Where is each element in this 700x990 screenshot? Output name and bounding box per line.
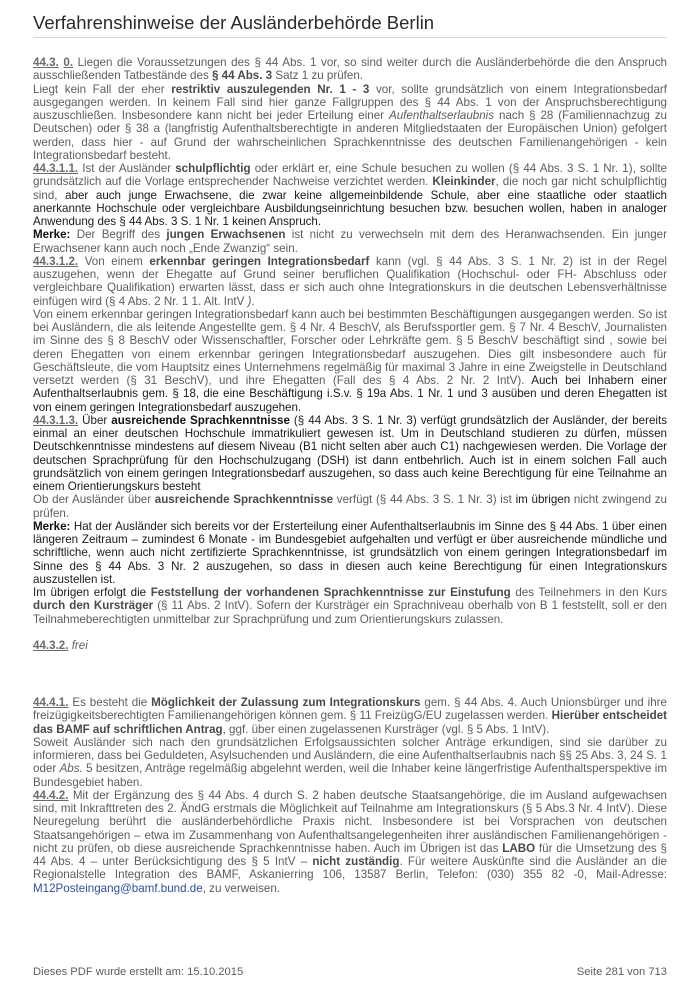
text: Mit der Ergänzung des § 44 Abs. 4 durch S. 2 haben deutsche Staatsangehörige, die im Ausland aufgewachsen sind, mit Inkrafttreten des 2. ÄndG erstmals die Möglichkeit auf Teilnahme am Integrationskurs (§ 5 Abs.3 Nr. 4 IntV). Diese Neuregelung berührt die ausländerbehördliche Praxis nicht. Insbesondere ist bei Vorsprachen von deutschen Staatsangehörigen – etwa im Zusammenhang von Aufenthaltsangelegenheiten ihrer ausländischen Familienangehörigen - nicht zu prüfen, ob diese ausreichende Sprachkenntnisse haben. Auch im Übrigen ist das <box>33 788 667 855</box>
text: nicht zwingend zu prüfen. <box>33 493 667 520</box>
section-number: 44.4.2. <box>33 788 69 802</box>
text: für die Umsetzung des § 44 Abs. 4 – unter Berücksichtigung des § 5 IntV – <box>33 841 667 868</box>
paragraph-sprachkenntnisse <box>33 493 667 520</box>
emphasis-text: im übrigen <box>515 493 571 507</box>
emphasis-text: Über <box>78 413 112 427</box>
text: vor, sollte grundsätzlich von einem Integrationsbedarf ausgegangen werden. In keinem Fall sind hier ganze Fallgruppen des § 44 Abs. 1 von der Anspruchsberechtigung auszuschließen. Insbesondere kann nicht bei jeder Erteilung einer <box>33 82 667 122</box>
paragraph-merke-1 <box>33 228 667 255</box>
paragraph-44-3-2 <box>33 639 667 652</box>
created-date: Dieses PDF wurde erstellt am: 15.10.2015 <box>33 966 244 978</box>
merke-label: Merke: <box>33 228 71 242</box>
text: . <box>251 294 255 308</box>
text: , die noch gar nicht schulpflichtig sind, <box>33 175 668 202</box>
section-number: 44.4.1. <box>33 696 69 709</box>
bold-text: Feststellung der vorhandenen Sprachkenntnisse zur Einstufung <box>150 586 511 599</box>
section-number: 44.3.1.2. <box>33 254 79 268</box>
section-number: 44.3.1.1. <box>33 162 79 175</box>
italic-text: ) <box>247 294 252 308</box>
text: Von einem <box>78 254 150 268</box>
bold-text: § 44 Abs. 3 <box>211 69 273 83</box>
page-header <box>33 10 667 38</box>
page-footer <box>33 966 667 978</box>
section-subnumber: 0. <box>63 56 74 69</box>
text: gem. § 44 Abs. 4. Auch Unionsbürger und ihre freizügigkeitsberechtigten Familienangehörigen können gem. § 11 FreizügG/EU zugelassen werden. <box>33 696 667 723</box>
page-number: Seite 281 von 713 <box>576 966 667 978</box>
text: (§ 11 Abs. 2 IntV). Sofern der Kursträger ein Sprachniveau oberhalb von B 1 feststellt, soll er den Teilnahmeberechtigten unmittelbar zur Sprachprüfung und zum Orientierungskurs zulassen. <box>33 599 667 626</box>
bold-text: Kleinkinder <box>432 175 496 189</box>
bold-text: ausreichende Sprachkenntnisse <box>111 413 290 427</box>
bold-text: Möglichkeit der Zulassung zum Integrationskurs <box>151 696 421 709</box>
text: verfügt (§ 44 Abs. 3 S. 1 Nr. 3) ist <box>333 493 516 507</box>
text: Satz 1 zu prüfen. <box>272 69 364 83</box>
paragraph-44-3-0 <box>33 56 667 83</box>
text: oder erklärt er, eine Schule besuchen zu wollen (§ 44 Abs. 3 S. 1 Nr. 1), sollte grundsätzlich auf die Vorlage entsprechender Nachweise verzichtet werden. <box>33 162 667 189</box>
text: . Für weitere Auskünfte sind die Ausländer an die Regionalstelle Integration des BAMF, Askanierring 106, 13587 Berlin, Telefon: (030) 355 82 -0, Mail-Adresse: <box>33 855 667 882</box>
text: Liegt kein Fall der eher <box>33 82 172 96</box>
page-title: Verfahrenshinweise der Ausländerbehörde Berlin <box>33 12 435 33</box>
section-number: 44.3. <box>33 56 59 69</box>
bold-text: nicht zuständig <box>312 855 400 868</box>
text: Der Begriff des <box>70 228 167 242</box>
paragraph-44-3-1-2 <box>33 255 667 308</box>
paragraph-44-4-1 <box>33 696 667 736</box>
text: Von einem erkennbar geringen Integrationsbedarf kann auch bei bestimmten Beschäftigungen ausgegangen werden. So ist bei Ausländern, die als leitende Angestellte gem. § 4 Nr. 4 BeschV, als Berufssportler gem. § 7 Nr. 4 BeschV, Journalisten im Sinne des § 8 BeschV oder Wissenschaftler, Forscher oder Lehrkräfte gem. § 5 BeschV beschäftigt sind , sowie bei deren Ehegatten von einem erkennbar geringen Integrationsbedarf auszugehen. Dies gilt insbesondere auch für Geschäftsleute, die vom Hauptsitz eines Unternehmens regelmäßig für maximal 3 Jahre in eine Zweigstelle in Deutschland versetzt werden (§ 31 BeschV), und ihre Ehegatten (Fall des § 4 Abs. 2 Nr. 2 IntV). <box>33 307 667 387</box>
paragraph-44-3-1-3 <box>33 414 667 494</box>
paragraph-44-4-2 <box>33 789 667 895</box>
text: ist nicht zu verwechseln mit dem des Heranwachsenden. Ein junger Erwachsener kann auch noch „Ende Zwanzig“ sein. <box>33 228 667 255</box>
italic-text: Aufenthaltserlaubnis <box>389 109 495 122</box>
italic-text: Abs. <box>59 762 83 776</box>
text: Liegen die Voraussetzungen des § 44 Abs. 1 vor, so sind weiter durch die Ausländerbehörde die den Anspruch ausschließenden Tatbestände des <box>33 56 667 83</box>
text: , zu verweisen. <box>202 881 281 895</box>
emphasis-text: Auch bei Inhabern einer Aufenthaltserlaubnis gem. § 18, die eine Beschäftigung i.S.v. § 19a Abs. 1 Nr. 1 und 3 ausüben und deren Ehegatten ist von einem geringen Integrationsbedarf auszugehen. <box>33 374 667 414</box>
paragraph-restriktiv <box>33 83 667 163</box>
section-number: 44.3.2. <box>33 638 69 652</box>
text: Es besteht die <box>68 696 152 709</box>
emphasis-text: aber auch junge Erwachsene, die zwar keine allgemeinbildende Schule, aber eine staatliche oder staatlich anerkannte Hochschule oder vergleichbare Ausbildungseinrichtung besuchen bzw. besuchen wollen, haben in analoger Anwendung des § 44 Abs. 3 S. 1 Nr. 1 keinen Anspruch. <box>33 188 667 228</box>
text: des Teilnehmers in den Kurs <box>510 586 667 599</box>
bold-text: jungen Erwachsenen <box>166 228 286 242</box>
text: Ist der Ausländer <box>78 162 176 175</box>
text: nach § 28 (Familiennachzug zu Deutschen) oder § 38 a (langfristig Aufenthaltsberechtigte in anderen Mitgliedstaaten der Europäischen Union) gefolgert werden, dass hier - auf Grund der wahrscheinlichen Sprachkenntnisse des deutschen Familienangehörigen - kein Integrationsbedarf besteht. <box>33 109 668 162</box>
document-body <box>33 56 667 895</box>
section-number: 44.3.1.3. <box>33 413 79 427</box>
paragraph-44-3-1-1 <box>33 162 667 228</box>
paragraph-merke-2 <box>33 520 667 586</box>
email-link[interactable]: M12Posteingang@bamf.bund.de <box>33 881 203 895</box>
bold-text: LABO <box>502 841 536 855</box>
bold-text: durch den Kursträger <box>33 599 154 613</box>
paragraph-beschaeftigungen <box>33 308 667 414</box>
emphasis-text: (§ 44 Abs. 3 S. 1 Nr. 3) verfügt grundsätzlich der Ausländer, der bereits einmal an einer deutschen Hochschule immatrikuliert gewesen ist. Um in Deutschland studieren zu dürfen, müssen Deutschkenntnisse mindestens auf diesem Niveau (B1 nicht selten aber auch C1) nachgewiesen werden. Die Vorlage der deutschen Sprachprüfung für den Hochschulzugang (DSH) ist dann entbehrlich. Auch ist in einem solchen Fall auch grundsätzlich von einem geringen Integrationsbedarf auszugehen, so dass auch keine Berechtigung für eine Teilnahme an einem Orientierungskurs besteht <box>33 413 668 493</box>
bold-text: Hierüber entscheidet das BAMF auf schriftlichen Antrag <box>33 709 668 736</box>
bold-text: schulpflichtig <box>175 162 251 175</box>
text: Ob der Ausländer über <box>33 493 155 507</box>
paragraph-erfolgsaussichten <box>33 736 667 789</box>
text: Soweit Ausländer sich nach den grundsätzlichen Erfolgsaussichten solcher Anträge erkundigen, sind sie darüber zu informieren, dass bei Geduldeten, Asylsuchenden und Ausländern, die eine Aufenthaltserlaubnis nach §§ 25 Abs. 3, 24 S. 1 oder <box>33 735 667 776</box>
italic-text: frei <box>71 638 88 652</box>
text: 5 besitzen, Anträge regelmäßig abgelehnt werden, weil die Inhaber keine längerfristige Aufenthaltsperspektive im Bundesgebiet haben. <box>33 762 667 789</box>
bold-text: restriktiv auszulegenden Nr. 1 - 3 <box>171 82 370 96</box>
emphasis-text: Hat der Ausländer sich bereits vor der Ersterteilung einer Aufenthaltserlaubnis im Sinne des § 44 Abs. 1 über einen längeren Zeitraum – zumindest 6 Monate - im Bundesgebiet aufgehalten und verfügt er über ausreichende mündliche und schriftliche, wenn auch nicht zertifizierte Sprachkenntnisse, ist grundsätzlich von einem geringen Integrationsbedarf im Sinne des § 44 Abs. 3 Nr. 2 auszugehen, so dass in diesen auch keine Berechtigung für einen Integrationskurs auszustellen ist. <box>33 519 667 586</box>
bold-text: ausreichende Sprachkenntnisse <box>154 493 334 507</box>
text: kann (vgl. § 44 Abs. 3 S. 1 Nr. 2) ist in der Regel auszugehen, wenn der Ehegatte auf Grund seiner beruflichen Qualifikation (Hochschul- oder FH- Abschluss oder vergleichbare Qualifikation) erwarten lässt, dass er sich auch ohne Integrationskurs in die deutschen Lebensverhältnisse einfügen wird (§ 4 Abs. 2 Nr. 1 1. Alt. IntV <box>33 254 667 308</box>
merke-label: Merke: <box>33 519 71 533</box>
emphasis-text: Im übrigen erfolgt die <box>33 586 151 599</box>
text: , ggf. über einen zugelassenen Kursträger (vgl. § 5 Abs. 1 IntV). <box>222 722 550 736</box>
bold-text: erkennbar geringen Integrationsbedarf <box>149 254 370 268</box>
paragraph-einstufung <box>33 586 667 626</box>
